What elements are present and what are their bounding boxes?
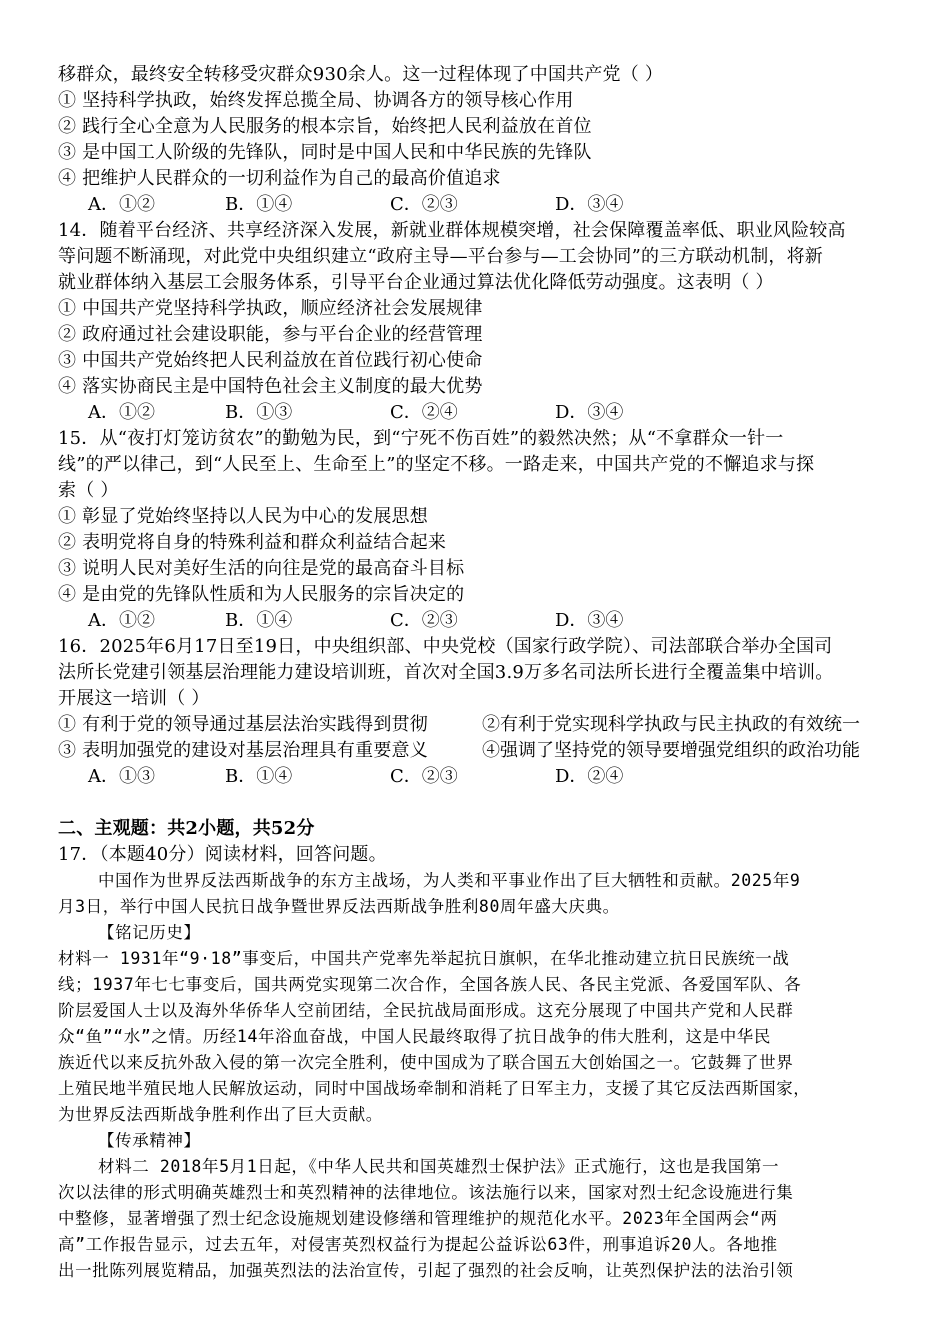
q14-stem-line-2: 等问题不断涌现，对此党中央组织建立“政府主导—平台参与—工会协同”的三方联动机制，将新 [58, 246, 824, 267]
q15-item-2: ② 表明党将自身的特殊利益和群众利益结合起来 [58, 532, 447, 553]
q14-option-b[interactable]: B．①③ [225, 402, 293, 423]
q15-stem-line-2: 线”的严以律己，到“人民至上、生命至上”的坚定不移。一路走来，中国共产党的不懈追求与探 [58, 454, 815, 475]
q15-stem-line-3: 索（ ） [58, 480, 119, 501]
q14-option-c[interactable]: C．②④ [390, 402, 458, 423]
q13-stem-end: 移群众，最终安全转移受灾群众930余人。这一过程体现了中国共产党（ ） [58, 64, 664, 85]
material-2-line-1: 材料二 2018年5月1日起，《中华人民共和国英雄烈士保护法》正式施行，这也是我国第一 [98, 1157, 780, 1176]
q14-item-2: ② 政府通过社会建设职能，参与平台企业的经营管理 [58, 324, 483, 345]
q15-option-b[interactable]: B．①④ [225, 610, 293, 631]
q15-stem-line-1: 15．从“夜打灯笼访贫农”的勤勉为民，到“宁死不伤百姓”的毅然决然；从“不拿群众一针一 [58, 428, 784, 449]
q16-item-2: ②有利于党实现科学执政与民主执政的有效统一 [482, 714, 860, 735]
material-1-line-4: 众“鱼”“水”之情。历经14年浴血奋战，中国人民最终取得了抗日战争的伟大胜利，这是中华民 [58, 1027, 772, 1046]
material-1-line-6: 上殖民地半殖民地人民解放运动，同时中国战场牵制和消耗了日军主力，支援了其它反法西斯国家， [58, 1079, 811, 1098]
q17-heading: 17．（本题40分）阅读材料，回答问题。 [58, 844, 387, 865]
material-2-line-5: 出一批陈列展览精品，加强英烈法的法治宣传，引起了强烈的社会反响，让英烈保护法的法治引领 [58, 1261, 794, 1280]
q16-option-b[interactable]: B．①④ [225, 766, 293, 787]
material-1-line-5: 族近代以来反抗外敌入侵的第一次完全胜利，使中国成为了联合国五大创始国之一。它鼓舞了世界 [58, 1053, 794, 1072]
q15-item-4: ④ 是由党的先锋队性质和为人民服务的宗旨决定的 [58, 584, 465, 605]
tag-remember-history: 【铭记历史】 [98, 923, 201, 942]
q16-item-1: ① 有利于党的领导通过基层法治实践得到贯彻 [58, 714, 428, 735]
q13-option-b[interactable]: B．①④ [225, 194, 293, 215]
q14-stem-line-3: 就业群体纳入基层工会服务体系，引导平台企业通过算法优化降低劳动强度。这表明（ ） [58, 272, 774, 293]
q16-option-c[interactable]: C．②③ [390, 766, 458, 787]
q14-stem-line-1: 14．随着平台经济、共享经济深入发展，新就业群体规模突增，社会保障覆盖率低、职业风险较高 [58, 220, 846, 241]
material-2-line-3: 中整修，显著增强了烈士纪念设施规划建设修缮和管理维护的规范化水平。2023年全国两会“两 [58, 1209, 778, 1228]
q13-item-1: ① 坚持科学执政，始终发挥总揽全局、协调各方的领导核心作用 [58, 90, 574, 111]
q15-option-a[interactable]: A．①② [88, 610, 155, 631]
q16-stem-line-3: 开展这一培训（ ） [58, 688, 210, 709]
material-2-line-2: 次以法律的形式明确英雄烈士和英烈精神的法律地位。该法施行以来，国家对烈士纪念设施进行集 [58, 1183, 794, 1202]
q14-item-4: ④ 落实协商民主是中国特色社会主义制度的最大优势 [58, 376, 483, 397]
q13-item-3: ③ 是中国工人阶级的先锋队，同时是中国人民和中华民族的先锋队 [58, 142, 592, 163]
q14-item-1: ① 中国共产党坚持科学执政，顺应经济社会发展规律 [58, 298, 483, 319]
material-1-line-3: 阶层爱国人士以及海外华侨华人空前团结，全民抗战局面形成。这充分展现了中国共产党和人民群 [58, 1001, 794, 1020]
intro-line-2: 月3日，举行中国人民抗日战争暨世界反法西斯战争胜利80周年盛大庆典。 [58, 897, 620, 916]
q14-option-a[interactable]: A．①② [88, 402, 155, 423]
q16-option-a[interactable]: A．①③ [88, 766, 155, 787]
q15-item-1: ① 彰显了党始终坚持以人民为中心的发展思想 [58, 506, 428, 527]
material-1-line-7: 为世界反法西斯战争胜利作出了巨大贡献。 [58, 1105, 383, 1124]
q13-option-c[interactable]: C．②③ [390, 194, 458, 215]
q14-item-3: ③ 中国共产党始终把人民利益放在首位践行初心使命 [58, 350, 483, 371]
section-2-heading: 二、主观题：共2小题，共52分 [58, 818, 315, 839]
q16-item-3: ③ 表明加强党的建设对基层治理具有重要意义 [58, 740, 428, 761]
q13-option-a[interactable]: A．①② [88, 194, 155, 215]
tag-inherit-spirit: 【传承精神】 [98, 1131, 201, 1150]
q14-option-d[interactable]: D．③④ [555, 402, 624, 423]
q13-item-4: ④ 把维护人民群众的一切利益作为自己的最高价值追求 [58, 168, 501, 189]
q15-option-c[interactable]: C．②③ [390, 610, 458, 631]
q15-option-d[interactable]: D．③④ [555, 610, 624, 631]
q16-option-d[interactable]: D．②④ [555, 766, 624, 787]
q16-item-4: ④强调了坚持党的领导要增强党组织的政治功能 [482, 740, 860, 761]
material-2-line-4: 高”工作报告显示，过去五年，对侵害英烈权益行为提起公益诉讼63件，刑事追诉20人。各地推 [58, 1235, 778, 1254]
q16-stem-line-2: 法所长党建引领基层治理能力建设培训班，首次对全国3.9万多名司法所长进行全覆盖集中培训。 [58, 662, 834, 683]
material-1-line-1: 材料一 1931年“9·18”事变后，中国共产党率先举起抗日旗帜，在华北推动建立抗日民族统一战 [58, 949, 790, 968]
material-1-line-2: 线；1937年七七事变后，国共两党实现第二次合作，全国各族人民、各民主党派、各爱国军队、各 [58, 975, 802, 994]
q16-stem-line-1: 16．2025年6月17日至19日，中央组织部、中央党校（国家行政学院）、司法部联合举办全国司 [58, 636, 833, 657]
q13-item-2: ② 践行全心全意为人民服务的根本宗旨，始终把人民利益放在首位 [58, 116, 592, 137]
intro-line-1: 中国作为世界反法西斯战争的东方主战场，为人类和平事业作出了巨大牺牲和贡献。2025年9 [98, 871, 801, 890]
q13-option-d[interactable]: D．③④ [555, 194, 624, 215]
q15-item-3: ③ 说明人民对美好生活的向往是党的最高奋斗目标 [58, 558, 465, 579]
